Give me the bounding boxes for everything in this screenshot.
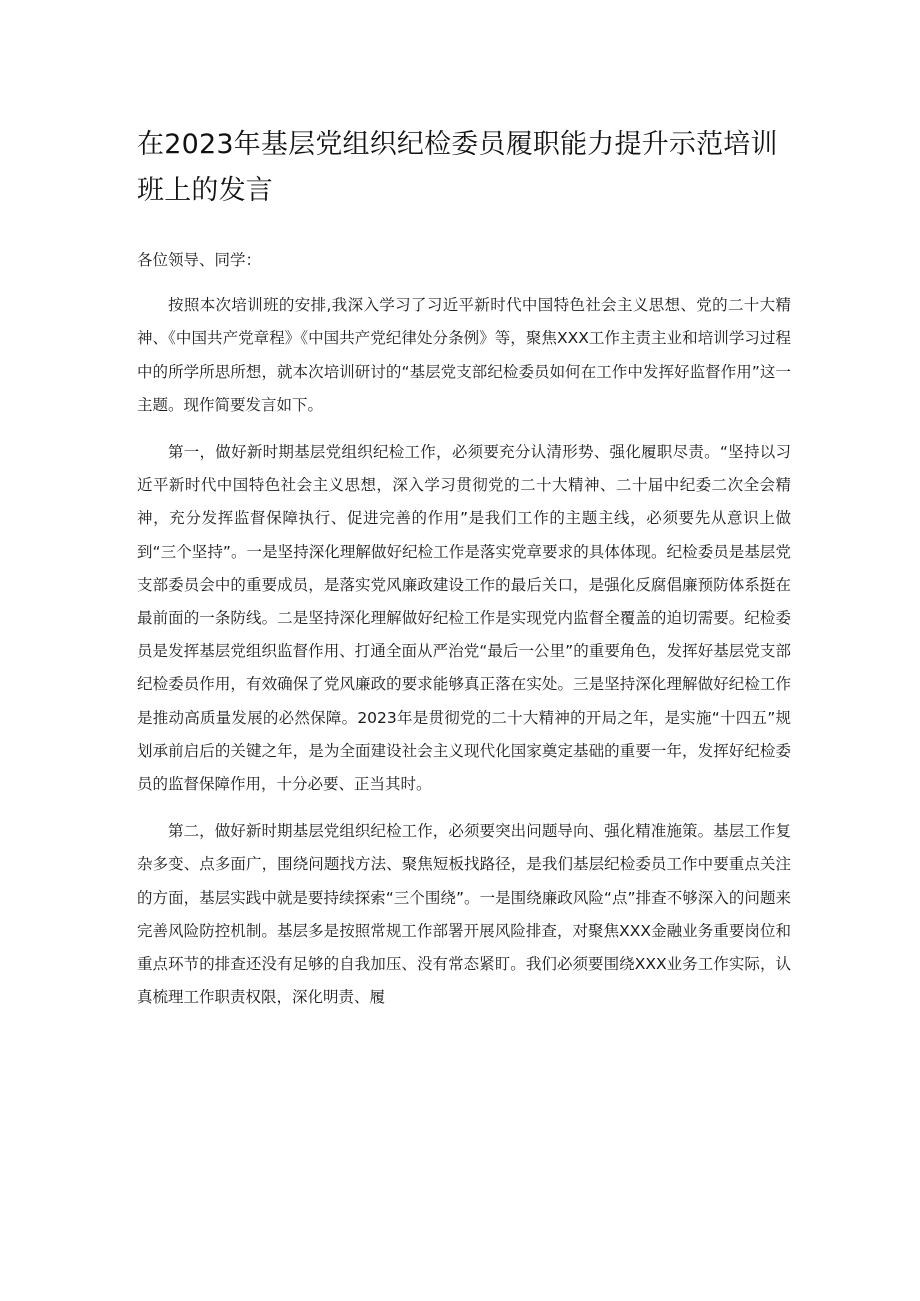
document-title: 在2023年基层党组织纪检委员履职能力提升示范培训班上的发言 <box>137 129 778 206</box>
paragraph-intro: 按照本次培训班的安排,我深入学习了习近平新时代中国特色社会主义思想、党的二十大精神、《中国共产党章程》《中国共产党纪律处分条例》等，聚焦XXX工作主责主业和培训学习过程中的所学所思所想，就本次培训研讨的“基层党支部纪检委员如何在工作中发挥好监督作用”这一主题。现作简要发言如下。 <box>137 296 791 414</box>
paragraph-second-point: 第二，做好新时期基层党组织纪检工作，必须要突出问题导向、强化精准施策。基层工作复杂多变、点多面广，围绕问题找方法、聚焦短板找路径，是我们基层纪检委员工作中要重点关注的方面，基层实践中就是要持续探索“三个围绕”。一是围绕廉政风险“点”排查不够深入的问题来完善风险防控机制。基层多是按照常规工作部署开展风险排查，对聚焦XXX金融业务重要岗位和重点环节的排查还没有足够的自我加压、没有常态紧盯。我们必须要围绕XXX业务工作实际，认真梳理工作职责权限，深化明责、履 <box>137 822 791 1007</box>
document-body <box>137 244 791 1028</box>
paragraph-first-point: 第一，做好新时期基层党组织纪检工作，必须要充分认清形势、强化履职尽责。“坚持以习近平新时代中国特色社会主义思想，深入学习贯彻党的二十大精神、二十届中纪委二次全会精神，充分发挥监督保障执行、促进完善的作用”是我们工作的主题主线，必须要先从意识上做到“三个坚持”。一是坚持深化理解做好纪检工作是落实党章要求的具体体现。纪检委员是基层党支部委员会中的重要成员，是落实党风廉政建设工作的最后关口，是强化反腐倡廉预防体系挺在最前面的一条防线。二是坚持深化理解做好纪检工作是实现党内监督全覆盖的迫切需要。纪检委员是发挥基层党组织监督作用、打通全面从严治党“最后一公里”的重要角色，发挥好基层党支部纪检委员作用，有效确保了党风廉政的要求能够真正落在实处。三是坚持深化理解做好纪检工作是推动高质量发展的必然保障。2023年是贯彻党的二十大精神的开局之年，是实施“十四五”规划承前启后的关键之年，是为全面建设社会主义现代化国家奠定基础的重要一年，发挥好纪检委员的监督保障作用，十分必要、正当其时。 <box>137 443 791 794</box>
salutation: 各位领导、同学： <box>137 251 262 269</box>
